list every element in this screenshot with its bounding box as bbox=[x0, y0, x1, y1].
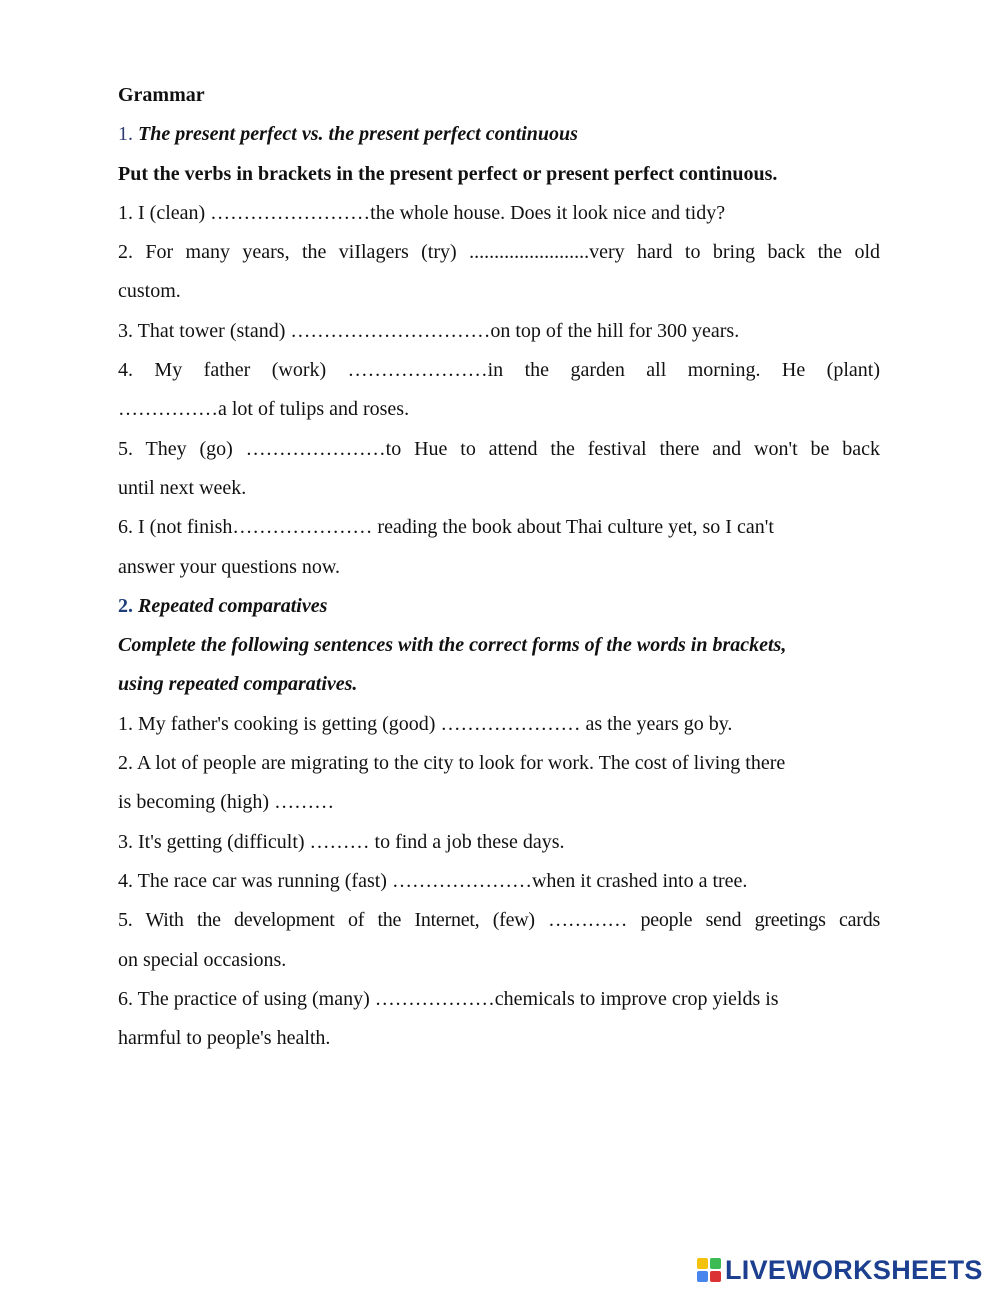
section1-number: 1. bbox=[118, 123, 133, 146]
exercise-line: 5. With the development of the Internet, (few) ………… people send greetings cards bbox=[118, 909, 880, 932]
exercise-line: 6. I (not finish………………… reading the book about Thai culture yet, so I can't bbox=[118, 516, 774, 539]
exercise-line: custom. bbox=[118, 280, 181, 303]
section2-exercise-6 bbox=[118, 980, 880, 1059]
section2-exercise-2 bbox=[118, 744, 880, 823]
exercise-line: 4. My father (work) …………………in the garden all morning. He (plant) bbox=[118, 359, 880, 382]
section1-exercise-2 bbox=[118, 233, 880, 312]
logo-square-blue bbox=[697, 1271, 708, 1282]
section1-heading: The present perfect vs. the present perfect continuous bbox=[138, 123, 578, 146]
exercise-line: answer your questions now. bbox=[118, 555, 341, 578]
section1-exercise-6 bbox=[118, 508, 880, 587]
exercise-line: 1. I (clean) ……………………the whole house. Does it look nice and tidy? bbox=[118, 201, 726, 224]
section2-exercise-4 bbox=[118, 862, 880, 901]
exercise-line: 2. For many years, the viIlagers (try) ........................very hard to bring back the old bbox=[118, 241, 880, 264]
section1-exercise-1 bbox=[118, 194, 880, 233]
section2-exercise-1 bbox=[118, 705, 880, 744]
section1-exercise-3 bbox=[118, 312, 880, 351]
logo-square-yellow bbox=[697, 1258, 708, 1269]
exercise-line: 3. It's getting (difficult) ……… to find a job these days. bbox=[118, 830, 565, 853]
exercise-line: until next week. bbox=[118, 476, 247, 499]
exercise-line: 5. They (go) …………………to Hue to attend the festival there and won't be back bbox=[118, 437, 880, 460]
section2-heading-line bbox=[118, 587, 880, 626]
liveworksheets-logo bbox=[697, 1254, 983, 1286]
section1-instruction: Put the verbs in brackets in the present perfect or present perfect continuous. bbox=[118, 162, 778, 185]
liveworksheets-logo-icon bbox=[697, 1258, 721, 1282]
exercise-line: 3. That tower (stand) …………………………on top of the hill for 300 years. bbox=[118, 319, 740, 342]
logo-text: LIVEWORKSHEETS bbox=[725, 1255, 983, 1285]
section2-instruction-line-1: Complete the following sentences with the correct forms of the words in brackets, bbox=[118, 634, 787, 657]
exercise-line: harmful to people's health. bbox=[118, 1027, 331, 1050]
section2-heading: Repeated comparatives bbox=[138, 594, 328, 617]
exercise-line: is becoming (high) ……… bbox=[118, 791, 335, 814]
section2-number: 2. bbox=[118, 594, 133, 617]
section2-instruction-line-2: using repeated comparatives. bbox=[118, 673, 358, 696]
exercise-line: ……………a lot of tulips and roses. bbox=[118, 398, 410, 421]
page-title: Grammar bbox=[118, 84, 205, 106]
section1-heading-line bbox=[118, 115, 880, 154]
section2-exercise-5 bbox=[118, 901, 880, 980]
exercise-line: on special occasions. bbox=[118, 948, 287, 971]
section1-exercise-4 bbox=[118, 351, 880, 430]
exercise-line: 4. The race car was running (fast) …………………when it crashed into a tree. bbox=[118, 869, 748, 892]
exercise-line: 2. A lot of people are migrating to the city to look for work. The cost of living there bbox=[118, 752, 786, 775]
section2-exercise-3 bbox=[118, 823, 880, 862]
logo-square-red bbox=[710, 1271, 721, 1282]
exercise-line: 1. My father's cooking is getting (good) ………………… as the years go by. bbox=[118, 712, 733, 735]
logo-square-green bbox=[710, 1258, 721, 1269]
section1-exercise-5 bbox=[118, 430, 880, 509]
worksheet-content bbox=[118, 76, 880, 1058]
exercise-line: 6. The practice of using (many) ………………chemicals to improve crop yields is bbox=[118, 987, 779, 1010]
